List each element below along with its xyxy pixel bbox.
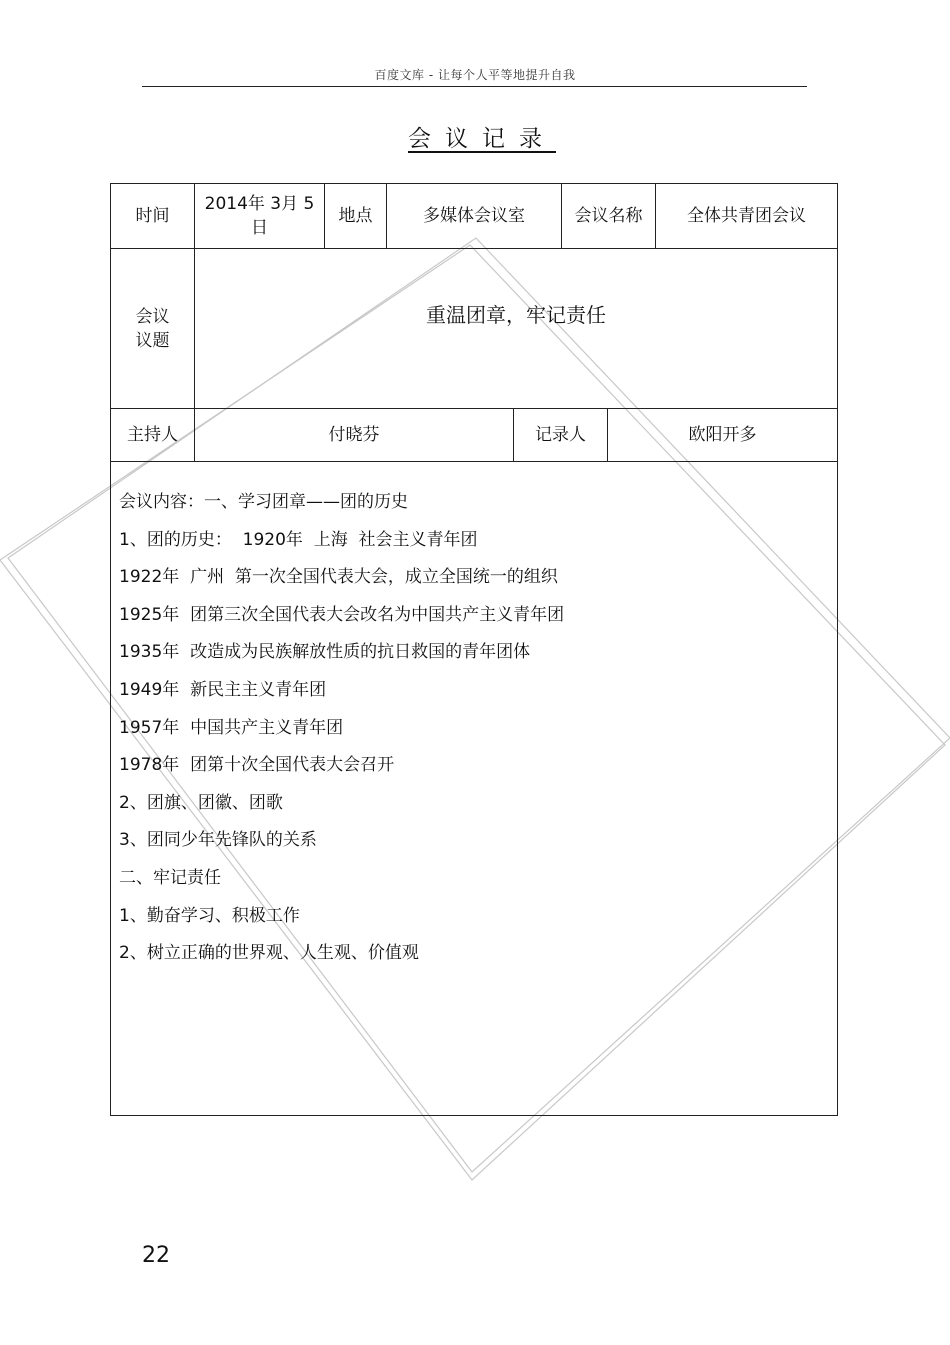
- content-line: 2、团旗、团徽、团歌: [119, 792, 283, 813]
- content-line: 1935年 改造成为民族解放性质的抗日救国的青年团体: [119, 642, 531, 663]
- host-label: 主持人: [111, 409, 195, 461]
- time-value: [195, 184, 325, 248]
- recorder-label: 记录人: [514, 409, 608, 461]
- page-number: 22: [142, 1243, 170, 1268]
- topic-value: [195, 249, 837, 409]
- topic-value-text: 重温团章，牢记责任: [426, 303, 606, 327]
- content-line: 1925年 团第三次全国代表大会改名为中国共产主义青年团: [119, 604, 565, 625]
- content-line: 1、团的历史： 1920年 上海 社会主义青年团: [119, 529, 478, 550]
- topic-label: [111, 249, 195, 409]
- content-line: 1、勤奋学习、积极工作: [119, 905, 300, 926]
- content-line: 1957年 中国共产主义青年团: [119, 717, 344, 738]
- meeting-record-table: [110, 183, 838, 1116]
- content-line: 2、树立正确的世界观、人生观、价值观: [119, 943, 419, 964]
- content-line: 1949年 新民主主义青年团: [119, 679, 327, 700]
- topic-label-text: 会议议题: [135, 307, 170, 351]
- time-value-text: 2014年 3月 5日: [204, 194, 315, 238]
- header-divider: [142, 86, 807, 87]
- content-line: 1922年 广州 第一次全国代表大会，成立全国统一的组织: [119, 567, 558, 588]
- place-label: 地点: [325, 184, 387, 248]
- document-title: [0, 120, 950, 153]
- host-value: 付晓芬: [195, 409, 514, 461]
- content-line: 1978年 团第十次全国代表大会召开: [119, 755, 395, 776]
- content-line: 3、团同少年先锋队的关系: [119, 830, 317, 851]
- header-text: 百度文库 - 让每个人平等地提升自我: [374, 68, 576, 82]
- place-value: 多媒体会议室: [387, 184, 562, 248]
- meeting-name-label: 会议名称: [562, 184, 656, 248]
- content-line: 二、牢记责任: [119, 867, 221, 888]
- meeting-name-value: 全体共青团会议: [687, 206, 806, 226]
- meeting-content: [119, 484, 564, 973]
- recorder-value: 欧阳开多: [688, 425, 757, 445]
- content-line: 会议内容：一、学习团章——团的历史: [119, 492, 408, 512]
- row-divider: [111, 461, 837, 462]
- time-label: 时间: [111, 184, 195, 248]
- document-title-text: 会议记录: [408, 126, 556, 152]
